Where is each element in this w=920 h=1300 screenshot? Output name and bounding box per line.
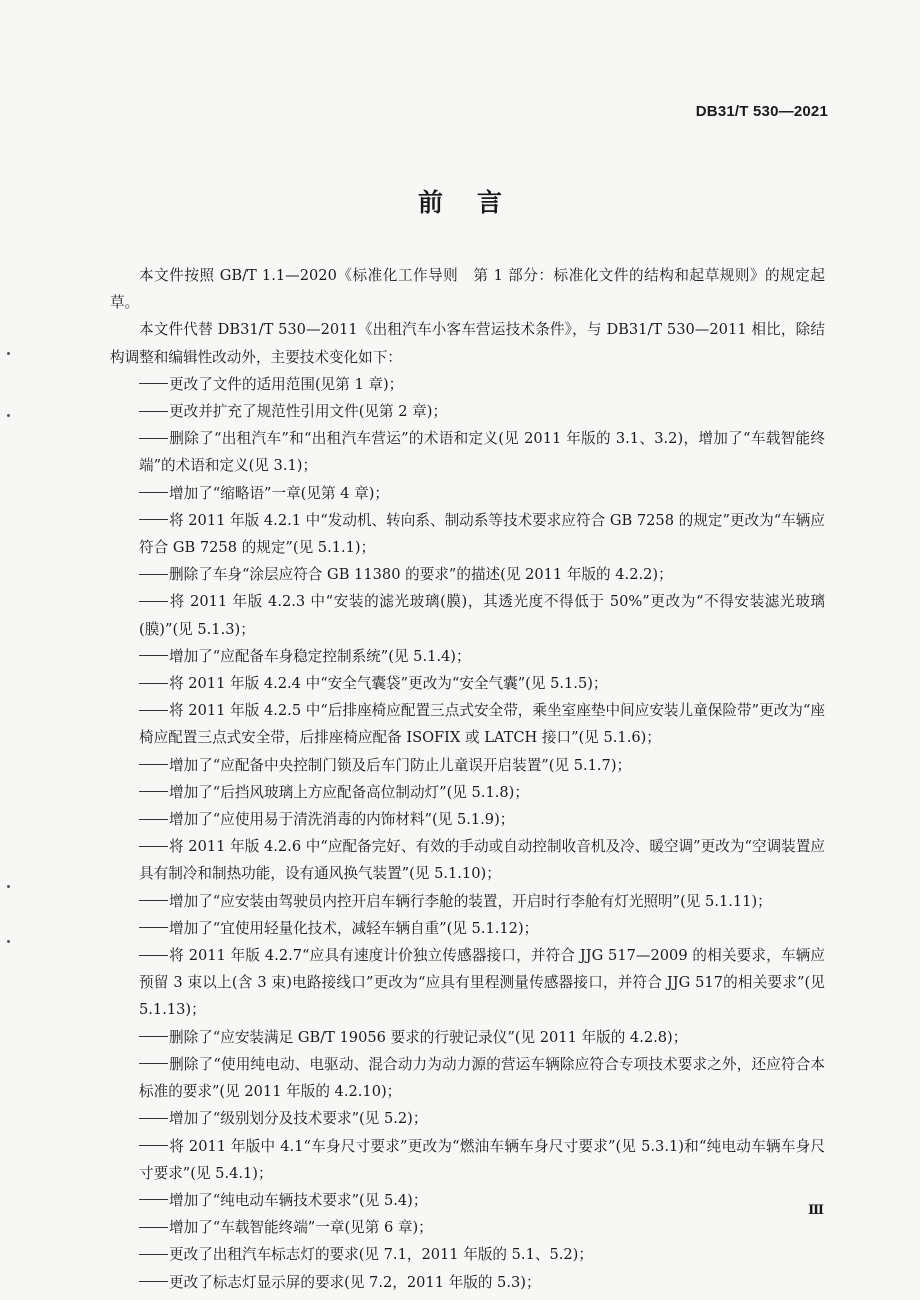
dash-mark [139, 764, 168, 765]
change-item [110, 888, 825, 915]
dash-mark [139, 1281, 168, 1282]
change-item [110, 1269, 825, 1296]
change-item [110, 371, 825, 398]
change-item [110, 1051, 825, 1105]
dash-mark [139, 601, 168, 602]
change-item [110, 398, 825, 425]
change-item-text: 将 2011 年版 4.2.1 中“发动机、转向系、制动系等技术要求应符合 GB 7258 的规定”更改为“车辆应符合 GB 7258 的规定”(见 5.1.1)； [139, 511, 825, 557]
change-item [110, 588, 825, 642]
dash-mark [139, 710, 168, 711]
change-item [110, 697, 825, 751]
change-item [110, 1241, 825, 1268]
dash-mark [139, 411, 168, 412]
change-item [110, 779, 825, 806]
dash-mark [139, 900, 168, 901]
change-item-text: 增加了“级别划分及技术要求”(见 5.2)； [169, 1110, 428, 1128]
dash-mark [139, 819, 168, 820]
document-body [110, 262, 825, 1296]
dash-mark [139, 927, 168, 928]
dash-mark [139, 1145, 168, 1146]
dash-mark [139, 791, 168, 792]
dash-mark [139, 846, 168, 847]
change-item [110, 1187, 825, 1214]
change-item-text: 增加了“应安装由驾驶员内控开启车辆行李舱的装置，开启时行李舱有灯光照明”(见 5.1.11)； [169, 892, 772, 910]
change-item-text: 将 2011 年版中 4.1“车身尺寸要求”更改为“燃油车辆车身尺寸要求”(见 5.3.1)和“纯电动车辆车身尺寸要求”(见 5.4.1)； [139, 1137, 825, 1182]
change-item [110, 1024, 825, 1051]
change-item [110, 507, 825, 561]
change-item [110, 833, 825, 887]
change-item [110, 806, 825, 833]
change-item [110, 942, 825, 1024]
paragraph-replacement: 本文件代替 DB31/T 530—2011《出租汽车小客车营运技术条件》，与 DB31/T 530—2011 相比，除结构调整和编辑性改动外，主要技术变化如下： [110, 321, 825, 366]
change-item-text: 更改并扩充了规范性引用文件(见第 2 章)； [169, 403, 448, 421]
margin-mark [7, 414, 10, 417]
page-number: Ⅲ [808, 1203, 824, 1218]
change-item-text: 更改了文件的适用范围(见第 1 章)； [169, 375, 404, 393]
dash-mark [139, 492, 168, 493]
change-item-text: 增加了“应配备中央控制门锁及后车门防止儿童误开启装置”(见 5.1.7)； [169, 756, 632, 774]
margin-mark [7, 940, 10, 943]
change-item-text: 将 2011 年版 4.2.3 中“安装的滤光玻璃(膜)，其透光度不得低于 50%”更改为“不得安装滤光玻璃(膜)”(见 5.1.3)； [139, 593, 825, 638]
dash-mark [139, 383, 168, 384]
margin-mark [7, 885, 10, 888]
change-item [110, 480, 825, 507]
change-item [110, 752, 825, 779]
change-item-text: 删除了“应安装满足 GB/T 19056 要求的行驶记录仪”(见 2011 年版的 4.2.8)； [169, 1028, 688, 1046]
change-item-text: 更改了出租汽车标志灯的要求(见 7.1，2011 年版的 5.1、5.2)； [169, 1246, 593, 1264]
change-item-text: 删除了车身“涂层应符合 GB 11380 的要求”的描述(见 2011 年版的 4.2.2)； [169, 566, 673, 584]
dash-mark [139, 1199, 168, 1200]
dash-mark [139, 519, 168, 520]
change-item [110, 1133, 825, 1187]
change-item-text: 增加了“后挡风玻璃上方应配备高位制动灯”(见 5.1.8)； [169, 783, 529, 801]
change-item-text: 更改了标志灯显示屏的要求(见 7.2，2011 年版的 5.3)； [169, 1273, 541, 1291]
change-item-text: 删除了“出租汽车”和“出租汽车营运”的术语和定义(见 2011 年版的 3.1、3.2)，增加了“车载智能终端”的术语和定义(见 3.1)； [139, 430, 825, 475]
change-item-text: 增加了“应使用易于清洗消毒的内饰材料”(见 5.1.9)； [169, 811, 515, 829]
change-item-text: 将 2011 年版 4.2.4 中“安全气囊袋”更改为“安全气囊”(见 5.1.5)； [169, 675, 608, 693]
change-item [110, 561, 825, 588]
change-item-text: 将 2011 年版 4.2.6 中“应配备完好、有效的手动或自动控制收音机及冷、暖空调”更改为“空调装置应具有制冷和制热功能，设有通风换气装置”(见 5.1.10)； [139, 838, 825, 883]
dash-mark [139, 438, 168, 439]
dash-mark [139, 655, 168, 656]
change-item-text: 增加了“车载智能终端”一章(见第 6 章)； [169, 1219, 433, 1237]
dash-mark [139, 1036, 168, 1037]
change-item [110, 915, 825, 942]
dash-mark [139, 955, 168, 956]
change-item-text: 将 2011 年版 4.2.5 中“后排座椅应配置三点式安全带，乘坐室座垫中间应安装儿童保险带”更改为“座椅应配置三点式安全带，后排座椅应配备 ISOFIX 或 LATCH 接口”(见 5.1.6)； [139, 702, 825, 747]
change-item-text: 删除了“使用纯电动、电驱动、混合动力为动力源的营运车辆除应符合专项技术要求之外，还应符合本标准的要求”(见 2011 年版的 4.2.10)； [139, 1055, 825, 1101]
standard-code: DB31/T 530—2021 [695, 103, 828, 120]
change-item-text: 增加了“宜使用轻量化技术，减轻车辆自重”(见 5.1.12)； [169, 919, 539, 937]
change-item [110, 1214, 825, 1241]
change-item-text: 增加了“缩略语”一章(见第 4 章)； [169, 484, 389, 502]
page-title: 前言 [417, 188, 536, 217]
paragraph-scope: 本文件按照 GB/T 1.1—2020《标准化工作导则 第 1 部分：标准化文件的结构和起草规则》的规定起草。 [110, 267, 825, 312]
change-list [110, 371, 825, 1296]
dash-mark [139, 1254, 168, 1255]
change-item [110, 1105, 825, 1132]
dash-mark [139, 574, 168, 575]
margin-mark [7, 352, 10, 355]
dash-mark [139, 1063, 168, 1064]
change-item [110, 643, 825, 670]
dash-mark [139, 683, 168, 684]
change-item-text: 增加了“纯电动车辆技术要求”(见 5.4)； [169, 1191, 428, 1209]
dash-mark [139, 1227, 168, 1228]
change-item-text: 将 2011 年版 4.2.7“应具有速度计价独立传感器接口，并符合 JJG 517—2009 的相关要求，车辆应预留 3 束以上(含 3 束)电路接线口”更改为“应具有里程测量传感器接口，并符合 JJG 517的相关要求”(见 5.1.13)； [139, 947, 825, 1019]
change-item-text: 增加了“应配备车身稳定控制系统”(见 5.1.4)； [169, 647, 471, 665]
dash-mark [139, 1118, 168, 1119]
change-item [110, 425, 825, 479]
change-item [110, 670, 825, 697]
